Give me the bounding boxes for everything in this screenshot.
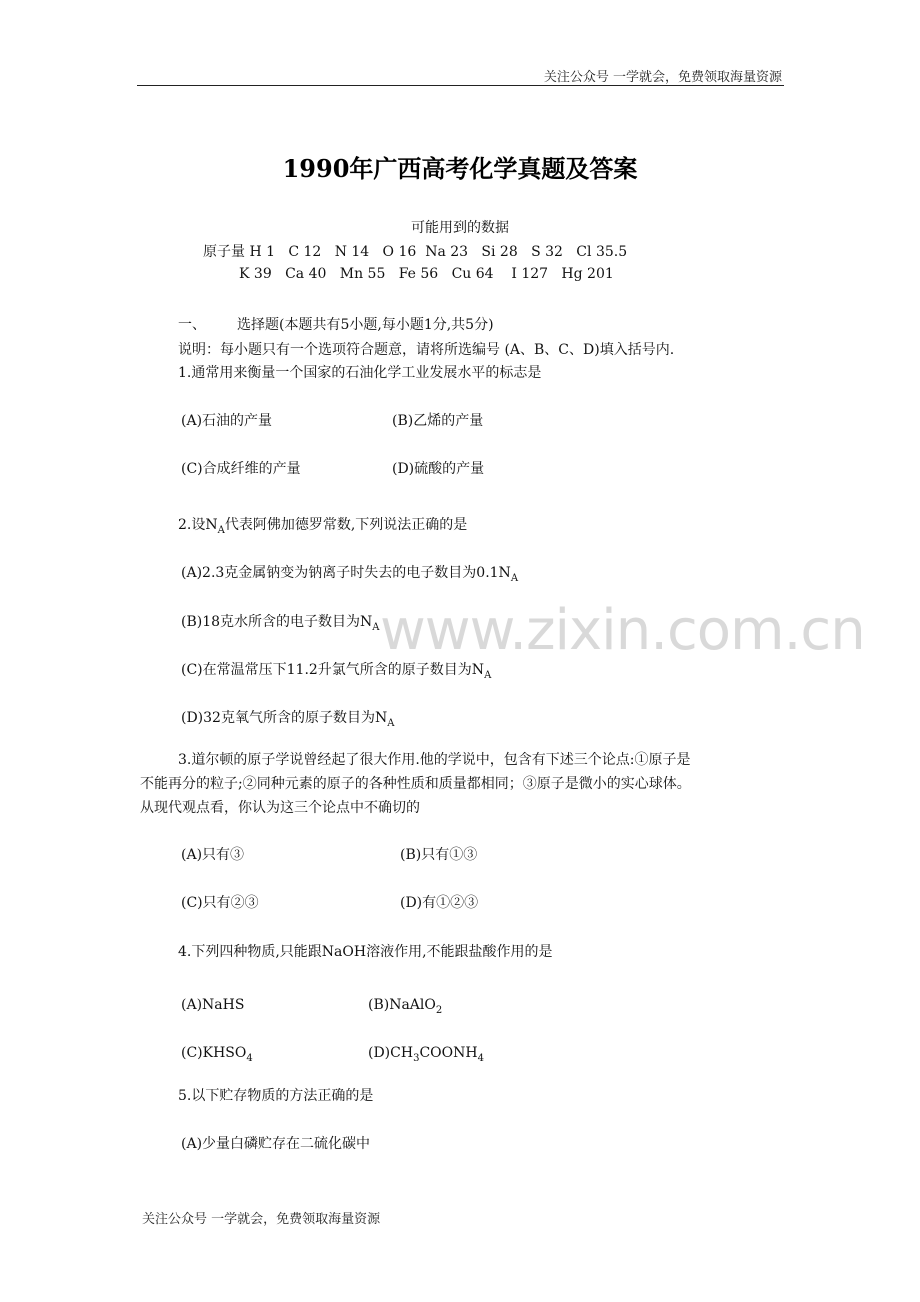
atomic-data-heading: 可能用到的数据 <box>411 220 509 236</box>
question-5-option-a: (A)少量白磷贮存在二硫化碳中 <box>181 1136 371 1152</box>
watermark: www.zixin.com.cn <box>380 598 865 663</box>
question-5-stem: 5.以下贮存物质的方法正确的是 <box>178 1088 374 1104</box>
question-3-option-c: (C)只有②③ <box>181 895 259 911</box>
page-header-text: 关注公众号 一学就会，免费领取海量资源 <box>543 70 782 85</box>
question-1-option-c: (C)合成纤维的产量 <box>181 461 301 477</box>
section-instruction: 说明：每小题只有一个选项符合题意，请将所选编号 (A、B、C、D)填入括号内. <box>178 342 675 358</box>
question-3-line-1: 3.道尔顿的原子学说曾经起了很大作用.他的学说中，包含有下述三个论点:①原子是 <box>178 752 691 768</box>
atomic-mass-row-1: 原子量 H 1 C 12 N 14 O 16 Na 23 Si 28 S 32 Cl 35.5 <box>203 244 628 260</box>
page-footer-text: 关注公众号 一学就会，免费领取海量资源 <box>142 1212 381 1227</box>
question-2-option-d: (D)32克氧气所含的原子数目为$N_A$ <box>181 710 395 729</box>
question-4-option-a: (A)NaHS <box>181 997 245 1013</box>
question-2-option-b: (B)18克水所含的电子数目为$N_A$ <box>181 614 380 633</box>
question-3-line-2: 不能再分的粒子;②同种元素的原子的各种性质和质量都相同；③原子是微小的实心球体。 <box>140 776 691 792</box>
question-1-option-a: (A)石油的产量 <box>181 413 273 429</box>
question-3-option-a: (A)只有③ <box>181 847 245 863</box>
atomic-mass-row-2: K 39 Ca 40 Mn 55 Fe 56 Cu 64 I 127 Hg 201 <box>239 266 614 282</box>
question-4-stem: 4.下列四种物质,只能跟NaOH溶液作用,不能跟盐酸作用的是 <box>178 944 553 960</box>
question-4-option-d: $(D)CH_3COONH_4$ <box>368 1045 484 1064</box>
section-number: 一、 <box>178 317 206 333</box>
question-1-option-d: (D)硫酸的产量 <box>392 461 485 477</box>
question-3-line-3: 从现代观点看，你认为这三个论点中不确切的 <box>140 800 420 816</box>
question-1-option-b: (B)乙烯的产量 <box>392 413 484 429</box>
question-1-stem: 1.通常用来衡量一个国家的石油化学工业发展水平的标志是 <box>178 365 542 381</box>
question-2-option-c: (C)在常温常压下11.2升氯气所含的原子数目为$N_A$ <box>181 662 492 681</box>
question-3-option-d: (D)有①②③ <box>400 895 479 911</box>
question-2-option-a: (A)2.3克金属钠变为钠离子时失去的电子数目为$0.1N_A$ <box>181 565 519 584</box>
question-2-stem: 2.设$N_A$代表阿佛加德罗常数,下列说法正确的是 <box>178 517 468 536</box>
question-3-option-b: (B)只有①③ <box>400 847 478 863</box>
question-4-option-c: $(C)KHSO_4$ <box>181 1045 253 1064</box>
document-title: 1990年广西高考化学真题及答案 <box>282 154 638 183</box>
header-divider <box>137 85 784 86</box>
question-4-option-b: (B)NaAlO$_2$ <box>368 997 443 1016</box>
section-heading: 选择题(本题共有5小题,每小题1分,共5分) <box>237 317 494 333</box>
